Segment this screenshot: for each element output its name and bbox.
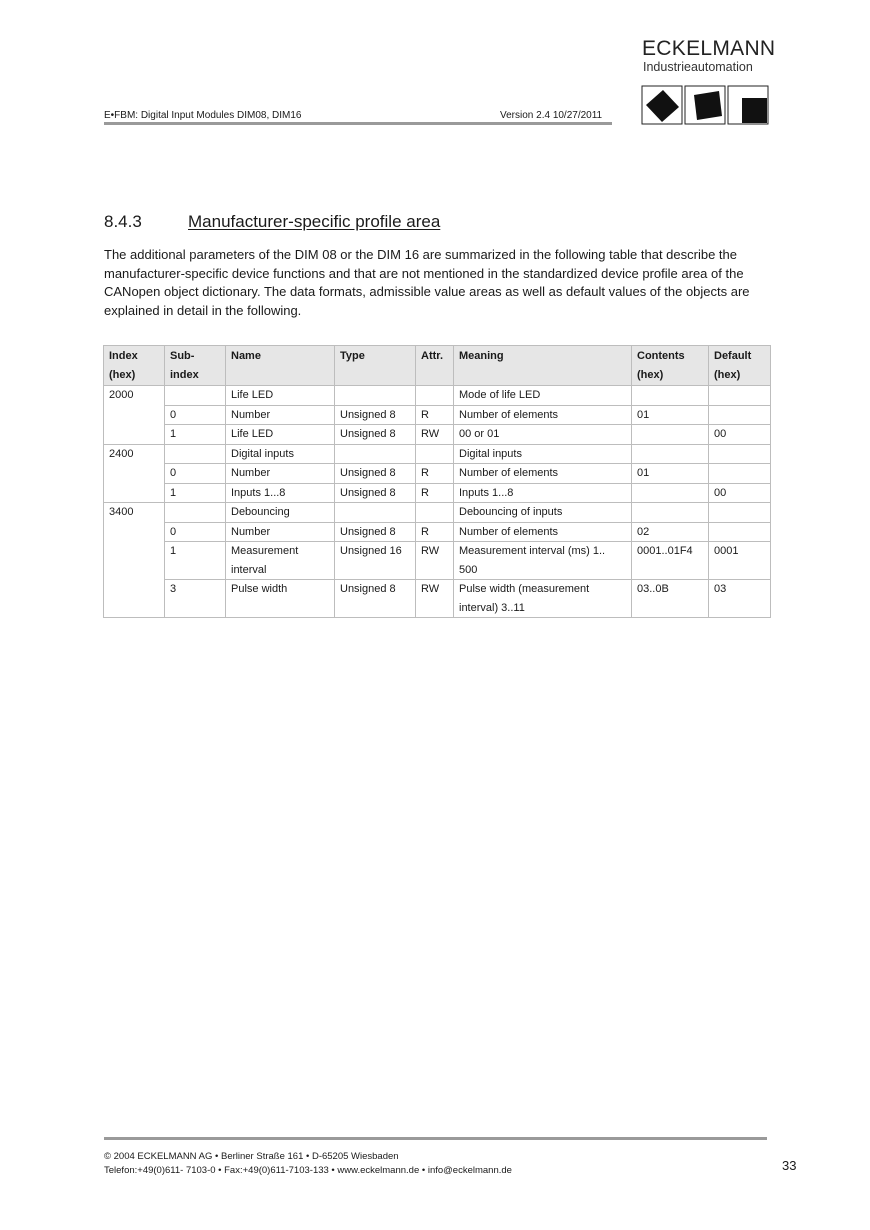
- brand-subtitle: Industrieautomation: [643, 60, 753, 74]
- cell-name: Inputs 1...8: [226, 483, 335, 503]
- section-title: Manufacturer-specific profile area: [188, 212, 441, 231]
- cell-default: 00: [709, 483, 771, 503]
- cell-type: Unsigned 8: [335, 405, 416, 425]
- cell-name: Number: [226, 464, 335, 484]
- cell-contents: [632, 483, 709, 503]
- cell-type: Unsigned 8: [335, 580, 416, 618]
- cell-contents: [632, 503, 709, 523]
- cell-type: Unsigned 16: [335, 542, 416, 580]
- cell-meaning: Number of elements: [454, 405, 632, 425]
- header-rule: [104, 122, 612, 125]
- cell-default: [709, 405, 771, 425]
- brand-logo-icon: [641, 85, 769, 125]
- table-row: [104, 405, 771, 425]
- footer-contact: Telefon:+49(0)611- 7103-0 • Fax:+49(0)611-7103-133 • www.eckelmann.de • info@eckelmann.de: [104, 1165, 512, 1176]
- cell-attr: R: [416, 522, 454, 542]
- cell-type: [335, 444, 416, 464]
- cell-index: [104, 522, 165, 542]
- cell-attr: RW: [416, 425, 454, 445]
- page-number: 33: [782, 1158, 797, 1173]
- cell-attr: [416, 503, 454, 523]
- cell-subindex: 3: [165, 580, 226, 618]
- cell-attr: R: [416, 405, 454, 425]
- cell-contents: 03..0B: [632, 580, 709, 618]
- cell-default: [709, 522, 771, 542]
- cell-name: Measurement interval: [226, 542, 335, 580]
- cell-subindex: 1: [165, 425, 226, 445]
- cell-meaning: Number of elements: [454, 522, 632, 542]
- table-row: [104, 425, 771, 445]
- cell-attr: R: [416, 464, 454, 484]
- cell-subindex: [165, 386, 226, 406]
- cell-contents: [632, 425, 709, 445]
- cell-name: Debouncing: [226, 503, 335, 523]
- document-version: Version 2.4 10/27/2011: [500, 110, 603, 121]
- cell-default: 00: [709, 425, 771, 445]
- table-header-row: [104, 346, 771, 386]
- cell-contents: 01: [632, 405, 709, 425]
- cell-type: Unsigned 8: [335, 483, 416, 503]
- cell-meaning: Debouncing of inputs: [454, 503, 632, 523]
- cell-default: 0001: [709, 542, 771, 580]
- cell-contents: [632, 444, 709, 464]
- footer-rule: [104, 1137, 767, 1140]
- cell-attr: R: [416, 483, 454, 503]
- cell-subindex: 1: [165, 542, 226, 580]
- col-header-type: Type: [335, 346, 416, 386]
- cell-meaning: Pulse width (measurement interval) 3..11: [454, 580, 632, 618]
- col-header-subindex: Sub-index: [165, 346, 226, 386]
- cell-meaning: Number of elements: [454, 464, 632, 484]
- cell-name: Life LED: [226, 425, 335, 445]
- cell-index: [104, 483, 165, 503]
- cell-type: [335, 386, 416, 406]
- cell-type: [335, 503, 416, 523]
- cell-attr: [416, 386, 454, 406]
- cell-default: [709, 503, 771, 523]
- cell-meaning: Inputs 1...8: [454, 483, 632, 503]
- col-header-contents: Contents (hex): [632, 346, 709, 386]
- cell-index: 2400: [104, 444, 165, 464]
- cell-default: [709, 386, 771, 406]
- cell-contents: 01: [632, 464, 709, 484]
- cell-attr: [416, 444, 454, 464]
- cell-default: [709, 464, 771, 484]
- cell-contents: [632, 386, 709, 406]
- cell-type: Unsigned 8: [335, 464, 416, 484]
- cell-meaning: Measurement interval (ms) 1.. 500: [454, 542, 632, 580]
- cell-type: Unsigned 8: [335, 522, 416, 542]
- cell-subindex: [165, 503, 226, 523]
- col-header-name: Name: [226, 346, 335, 386]
- cell-name: Number: [226, 405, 335, 425]
- cell-name: Life LED: [226, 386, 335, 406]
- cell-index: [104, 542, 165, 580]
- cell-contents: 0001..01F4: [632, 542, 709, 580]
- table-row: [104, 542, 771, 580]
- cell-meaning: Mode of life LED: [454, 386, 632, 406]
- footer-address: © 2004 ECKELMANN AG • Berliner Straße 161 • D-65205 Wiesbaden: [104, 1151, 399, 1162]
- col-header-index: Index (hex): [104, 346, 165, 386]
- table-row: [104, 503, 771, 523]
- cell-contents: 02: [632, 522, 709, 542]
- cell-type: Unsigned 8: [335, 425, 416, 445]
- cell-meaning: 00 or 01: [454, 425, 632, 445]
- intro-paragraph: The additional parameters of the DIM 08 or the DIM 16 are summarized in the following table that describe the manufacturer-specific device functions and that are not mentioned in the standardized device profile area of the CANopen object dictionary. The data formats, admissible value areas as well as default values of the objects are explained in detail in the following.: [104, 247, 750, 318]
- table-row: [104, 464, 771, 484]
- cell-index: [104, 580, 165, 618]
- brand-name: ECKELMANN: [642, 37, 776, 60]
- cell-index: [104, 405, 165, 425]
- cell-meaning: Digital inputs: [454, 444, 632, 464]
- col-header-default: Default (hex): [709, 346, 771, 386]
- table-row: [104, 386, 771, 406]
- cell-subindex: [165, 444, 226, 464]
- cell-attr: RW: [416, 542, 454, 580]
- cell-index: [104, 425, 165, 445]
- cell-index: 3400: [104, 503, 165, 523]
- col-header-attr: Attr.: [416, 346, 454, 386]
- section-number: 8.4.3: [104, 212, 142, 231]
- cell-index: 2000: [104, 386, 165, 406]
- cell-default: 03: [709, 580, 771, 618]
- cell-subindex: 0: [165, 405, 226, 425]
- cell-index: [104, 464, 165, 484]
- table-row: [104, 483, 771, 503]
- cell-subindex: 0: [165, 464, 226, 484]
- col-header-meaning: Meaning: [454, 346, 632, 386]
- cell-name: Number: [226, 522, 335, 542]
- cell-subindex: 1: [165, 483, 226, 503]
- cell-name: Pulse width: [226, 580, 335, 618]
- table-row: [104, 444, 771, 464]
- document-title: E•FBM: Digital Input Modules DIM08, DIM16: [104, 110, 302, 121]
- table-row: [104, 522, 771, 542]
- profile-table: [103, 345, 771, 618]
- cell-default: [709, 444, 771, 464]
- cell-subindex: 0: [165, 522, 226, 542]
- table-row: [104, 580, 771, 618]
- cell-attr: RW: [416, 580, 454, 618]
- cell-name: Digital inputs: [226, 444, 335, 464]
